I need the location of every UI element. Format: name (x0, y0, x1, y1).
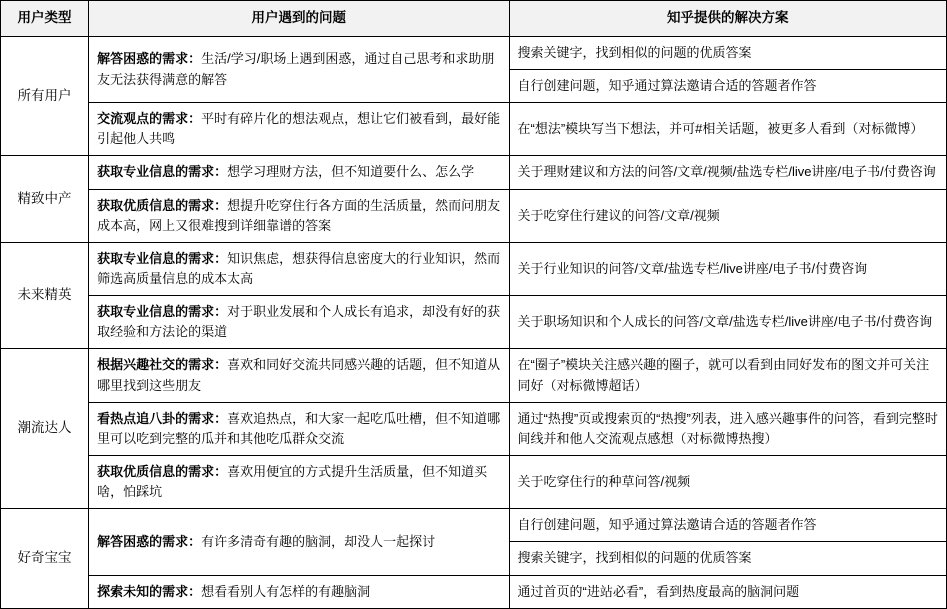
problem-cell (89, 349, 509, 402)
table-header (1, 1, 947, 37)
solution-cell: 关于吃穿住行建议的问答/文章/视频 (509, 189, 946, 242)
problem-cell (89, 509, 509, 575)
solution-cell: 关于职场知识和个人成长的问答/文章/盐选专栏/live讲座/电子书/付费咨询 (509, 296, 946, 349)
user-type-cell: 未来精英 (1, 242, 89, 349)
table-row (1, 189, 947, 242)
table-row (1, 156, 947, 189)
table-row (1, 296, 947, 349)
problem-cell (89, 456, 509, 509)
solution-cell: 在“想法”模块写当下想法，并可#相关话题，被更多人看到（对标微博） (509, 103, 946, 156)
solution-cell: 关于行业知识的问答/文章/盐选专栏/live讲座/电子书/付费咨询 (509, 242, 946, 295)
column-header-solution: 知乎提供的解决方案 (509, 1, 946, 37)
problem-lead: 解答困惑的需求： (97, 533, 202, 549)
problem-cell (89, 103, 509, 156)
problem-cell (89, 36, 509, 102)
problem-lead: 交流观点的需求： (97, 111, 202, 127)
problem-lead: 获取专业信息的需求： (97, 250, 228, 266)
problem-lead: 获取优质信息的需求： (97, 197, 228, 213)
solution-cell: 自行创建问题，知乎通过算法邀请合适的答题者作答 (509, 509, 946, 542)
problem-text: 对于职业发展和个人成长有追求，却没有好的获取经验和方法论的渠道 (97, 304, 501, 340)
problem-text: 知识焦虑，想获得信息密度大的行业知识，然而筛选高质量信息的成本太高 (97, 250, 501, 287)
solution-cell: 关于理财建议和方法的问答/文章/视频/盐选专栏/live讲座/电子书/付费咨询 (509, 156, 946, 189)
solution-cell: 关于吃穿住行的种草问答/视频 (509, 456, 946, 509)
table-row (1, 36, 947, 69)
problem-text: 有许多清奇有趣的脑洞，却没人一起探讨 (201, 533, 436, 549)
problem-text: 想提升吃穿住行各方面的生活质量，然而问朋友成本高，网上又很难搜到详细靠谱的答案 (97, 197, 501, 233)
solution-cell: 搜索关键字，找到相似的问题的优质答案 (509, 542, 946, 575)
problem-cell (89, 189, 509, 242)
table-row (1, 103, 947, 156)
user-type-cell: 潮流达人 (1, 349, 89, 509)
user-type-cell: 好奇宝宝 (1, 509, 89, 608)
column-header-user-type: 用户类型 (1, 1, 89, 37)
problem-text: 喜欢追热点，和大家一起吃瓜吐槽，但不知道哪里可以吃到完整的瓜并和其他吃瓜群众交流 (97, 410, 501, 446)
table-row (1, 575, 947, 608)
problem-lead: 解答困惑的需求： (97, 51, 202, 67)
problem-cell (89, 402, 509, 455)
problem-text: 生活/学习/职场上遇到困惑，通过自己思考和求助朋友无法获得满意的解答 (97, 51, 495, 87)
problem-cell (89, 575, 509, 608)
problem-cell (89, 156, 509, 189)
table-row (1, 509, 947, 542)
problem-text: 想学习理财方法，但不知道要什么、怎么学 (227, 164, 475, 180)
user-type-cell: 精致中产 (1, 156, 89, 242)
solution-cell: 在“圈子”模块关注感兴趣的圈子，就可以看到由同好发布的图文并可关注同好（对标微博超话） (509, 349, 946, 402)
problem-text: 喜欢和同好交流共同感兴趣的话题，但不知道从哪里找到这些朋友 (97, 357, 501, 393)
table-row (1, 349, 947, 402)
problem-lead: 获取专业信息的需求： (97, 164, 228, 180)
problem-cell (89, 296, 509, 349)
problem-lead: 获取优质信息的需求： (97, 464, 228, 480)
table-body (1, 36, 947, 608)
problem-text: 平时有碎片化的想法观点，想让它们被看到，最好能引起他人共鸣 (97, 111, 501, 147)
solution-cell: 通过“热搜”页或搜索页的“热搜”列表，进入感兴趣事件的问答，看到完整时间线并和他人交流观点感想（对标微博热搜） (509, 402, 946, 455)
table-row (1, 456, 947, 509)
user-type-cell: 所有用户 (1, 36, 89, 156)
table-row (1, 402, 947, 455)
problem-text: 喜欢用便宜的方式提升生活质量，但不知道买啥，怕踩坑 (97, 464, 488, 500)
problem-lead: 获取专业信息的需求： (97, 304, 228, 320)
solution-cell: 自行创建问题，知乎通过算法邀请合适的答题者作答 (509, 70, 946, 103)
table-header-row (1, 1, 947, 37)
problem-lead: 根据兴趣社交的需求： (97, 357, 228, 373)
solution-cell: 通过首页的“进站必看”，看到热度最高的脑洞问题 (509, 575, 946, 608)
solution-cell: 搜索关键字，找到相似的问题的优质答案 (509, 36, 946, 69)
problem-text: 想看看别人有怎样的有趣脑洞 (201, 583, 371, 599)
problem-cell (89, 242, 509, 295)
table-row (1, 242, 947, 295)
problem-lead: 探索未知的需求： (97, 583, 202, 599)
problem-lead: 看热点追八卦的需求： (97, 410, 228, 426)
column-header-problem: 用户遇到的问题 (89, 1, 509, 37)
